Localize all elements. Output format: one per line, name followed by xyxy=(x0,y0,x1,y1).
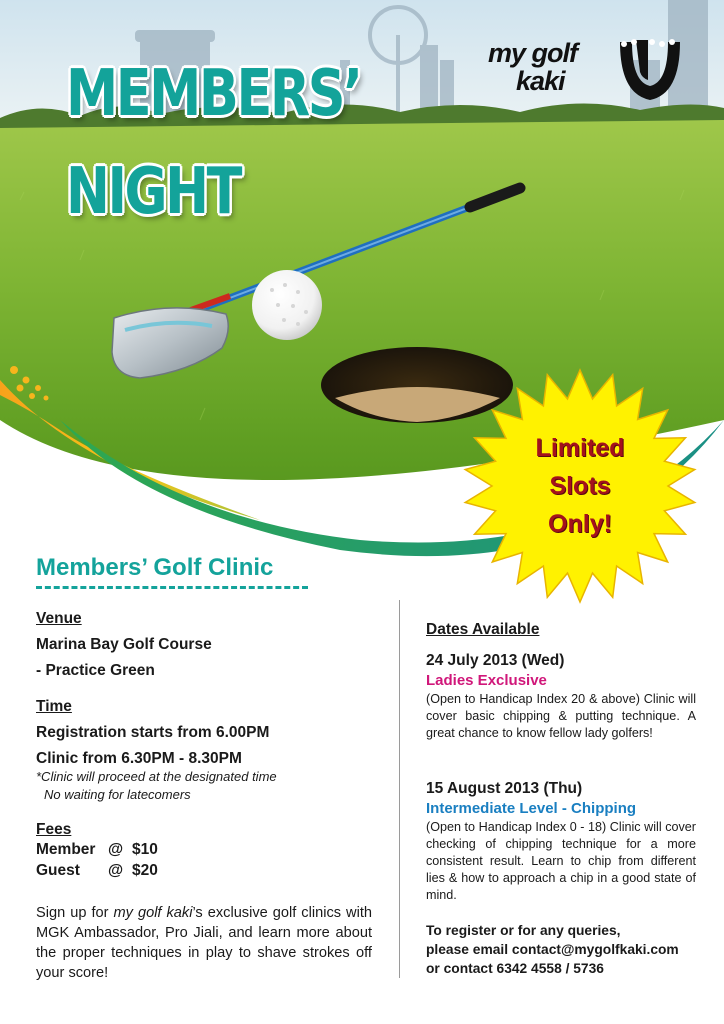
contact-phone-line: or contact 6342 4558 / 5736 xyxy=(426,961,604,976)
venue-line-2: - Practice Green xyxy=(36,662,155,679)
limited-slots-badge xyxy=(462,368,698,604)
mygolfkaki-logo xyxy=(488,40,698,110)
signup-prefix: Sign up for xyxy=(36,905,114,921)
signup-brand: my golf kaki xyxy=(113,905,193,921)
signup-suffix: ’s exclusive golf clinics with MGK Ambassador, Pro Jiali, and learn more about the proper techniques in play to shave strokes off your score! xyxy=(36,905,372,981)
time-note-2: No waiting for latecomers xyxy=(44,787,191,802)
clinic-time: Clinic from 6.30PM - 8.30PM xyxy=(36,750,242,767)
contact-line-1: To register or for any queries, xyxy=(426,923,621,938)
registration-time: Registration starts from 6.00PM xyxy=(36,724,270,741)
fee-price: $10 xyxy=(132,841,158,858)
venue-heading: Venue xyxy=(36,610,82,627)
badge-line-3: Only! xyxy=(548,510,612,538)
title-dashed-rule xyxy=(36,586,308,589)
session-2-title: Intermediate Level - Chipping xyxy=(426,800,637,817)
logo-text-line-1: my golf xyxy=(488,38,578,68)
golf-tee-u-icon xyxy=(612,36,688,108)
session-1-title: Ladies Exclusive xyxy=(426,672,547,689)
session-2-detail: (Open to Handicap Index 0 - 18) Clinic will cover checking of chipping technique for a more consistent result. Learn to chip from different lies & how to approach a chip in a good state of mind. xyxy=(426,820,696,902)
badge-line-2: Slots xyxy=(549,472,611,500)
session-1-date: 24 July 2013 (Wed) xyxy=(426,652,565,669)
fees-heading: Fees xyxy=(36,821,72,838)
session-1-detail: (Open to Handicap Index 20 & above) Clinic will cover basic chipping & putting technique. A great chance to know fellow lady golfers! xyxy=(426,692,696,740)
signup-paragraph xyxy=(36,903,372,983)
venue-line-1: Marina Bay Golf Course xyxy=(36,636,212,653)
headline-line-2: NIGHT xyxy=(66,155,240,229)
fee-at: @ xyxy=(108,841,124,858)
badge-line-1: Limited xyxy=(535,434,625,462)
time-heading: Time xyxy=(36,698,72,715)
clinic-title: Members’ Golf Clinic xyxy=(36,554,274,581)
fee-price: $20 xyxy=(132,862,158,879)
logo-text-line-2: kaki xyxy=(516,66,565,96)
time-note-1: *Clinic will proceed at the designated time xyxy=(36,769,277,784)
headline-line-1: MEMBERS’ xyxy=(66,57,361,131)
contact-email-line: please email contact@mygolfkaki.com xyxy=(426,942,679,957)
column-divider xyxy=(399,600,400,978)
fee-at: @ xyxy=(108,862,124,879)
session-2-date: 15 August 2013 (Thu) xyxy=(426,780,583,797)
fee-label: Member xyxy=(36,841,96,858)
fee-label: Guest xyxy=(36,862,80,879)
dates-heading: Dates Available xyxy=(426,621,540,638)
